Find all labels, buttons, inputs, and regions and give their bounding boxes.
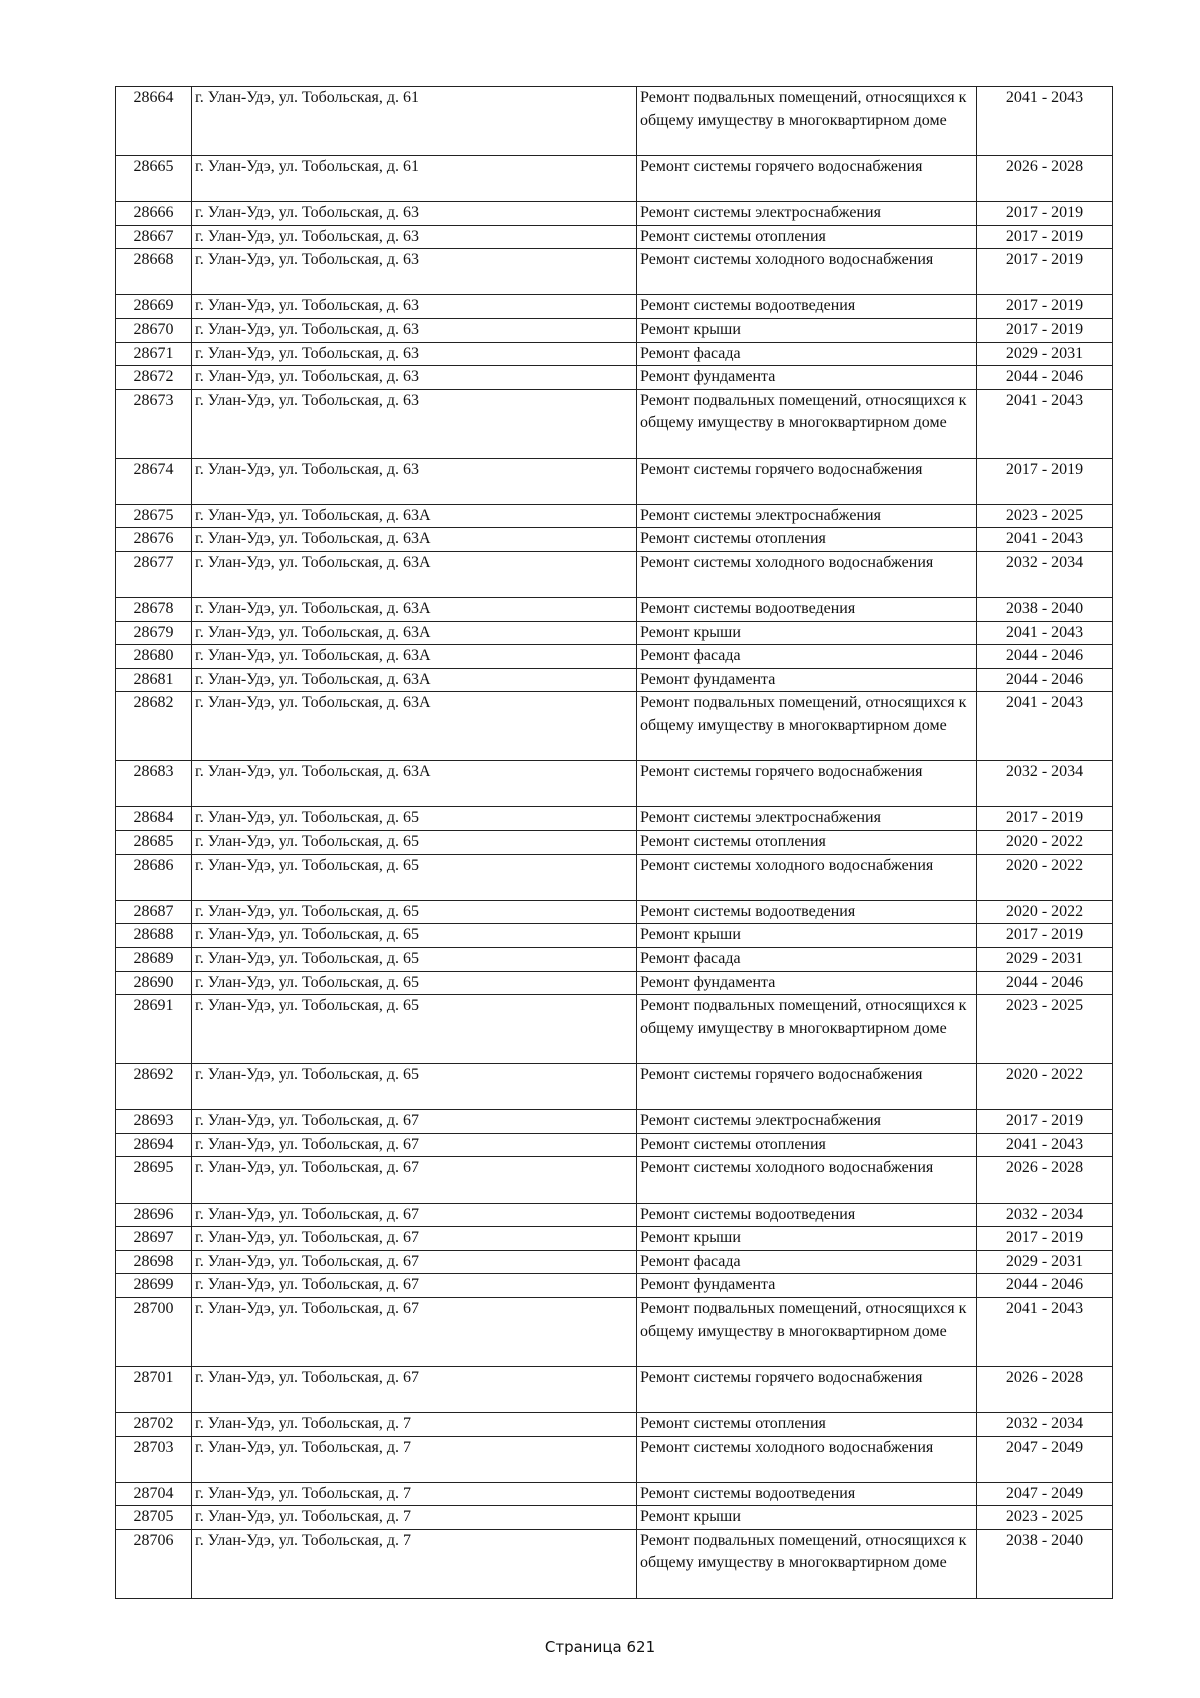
period-cell: 2047 - 2049 xyxy=(977,1482,1113,1506)
work-type-cell: Ремонт системы водоотведения xyxy=(637,1482,977,1506)
address-cell: г. Улан-Удэ, ул. Тобольская, д. 61 xyxy=(192,155,637,201)
work-type-cell: Ремонт подвальных помещений, относящихся к общему имуществу в многоквартирном доме xyxy=(637,1297,977,1366)
work-type-cell: Ремонт системы водоотведения xyxy=(637,900,977,924)
row-number-cell: 28678 xyxy=(116,598,192,622)
period-cell: 2020 - 2022 xyxy=(977,831,1113,855)
row-number-cell: 28689 xyxy=(116,948,192,972)
table-row xyxy=(116,1133,1113,1157)
work-type-cell: Ремонт фасада xyxy=(637,1250,977,1274)
period-cell: 2017 - 2019 xyxy=(977,318,1113,342)
address-cell: г. Улан-Удэ, ул. Тобольская, д. 63 xyxy=(192,225,637,249)
table-row xyxy=(116,1482,1113,1506)
period-cell: 2020 - 2022 xyxy=(977,900,1113,924)
row-number-cell: 28688 xyxy=(116,924,192,948)
row-number-cell: 28706 xyxy=(116,1529,192,1598)
row-number-cell: 28697 xyxy=(116,1227,192,1251)
period-cell: 2044 - 2046 xyxy=(977,645,1113,669)
table-row xyxy=(116,948,1113,972)
table-row xyxy=(116,1110,1113,1134)
period-cell: 2029 - 2031 xyxy=(977,342,1113,366)
period-cell: 2020 - 2022 xyxy=(977,854,1113,900)
row-number-cell: 28693 xyxy=(116,1110,192,1134)
period-cell: 2017 - 2019 xyxy=(977,1110,1113,1134)
address-cell: г. Улан-Удэ, ул. Тобольская, д. 67 xyxy=(192,1250,637,1274)
period-cell: 2032 - 2034 xyxy=(977,551,1113,597)
address-cell: г. Улан-Удэ, ул. Тобольская, д. 63 xyxy=(192,458,637,504)
work-type-cell: Ремонт системы отопления xyxy=(637,528,977,552)
work-type-cell: Ремонт крыши xyxy=(637,1506,977,1530)
work-type-cell: Ремонт системы холодного водоснабжения xyxy=(637,551,977,597)
period-cell: 2041 - 2043 xyxy=(977,621,1113,645)
period-cell: 2047 - 2049 xyxy=(977,1436,1113,1482)
work-type-cell: Ремонт системы электроснабжения xyxy=(637,201,977,225)
address-cell: г. Улан-Удэ, ул. Тобольская, д. 65 xyxy=(192,995,637,1064)
row-number-cell: 28667 xyxy=(116,225,192,249)
work-type-cell: Ремонт фундамента xyxy=(637,1274,977,1298)
period-cell: 2038 - 2040 xyxy=(977,1529,1113,1598)
table-row xyxy=(116,621,1113,645)
work-type-cell: Ремонт системы холодного водоснабжения xyxy=(637,249,977,295)
row-number-cell: 28665 xyxy=(116,155,192,201)
period-cell: 2026 - 2028 xyxy=(977,1157,1113,1203)
table-row xyxy=(116,318,1113,342)
row-number-cell: 28691 xyxy=(116,995,192,1064)
table-row xyxy=(116,692,1113,761)
row-number-cell: 28675 xyxy=(116,504,192,528)
work-type-cell: Ремонт системы электроснабжения xyxy=(637,504,977,528)
table-row xyxy=(116,807,1113,831)
address-cell: г. Улан-Удэ, ул. Тобольская, д. 7 xyxy=(192,1412,637,1436)
work-type-cell: Ремонт системы отопления xyxy=(637,225,977,249)
address-cell: г. Улан-Удэ, ул. Тобольская, д. 65 xyxy=(192,900,637,924)
table-row xyxy=(116,668,1113,692)
table-row xyxy=(116,1227,1113,1251)
work-type-cell: Ремонт фасада xyxy=(637,342,977,366)
table-row xyxy=(116,1366,1113,1412)
table-row xyxy=(116,924,1113,948)
work-type-cell: Ремонт фундамента xyxy=(637,668,977,692)
table-row xyxy=(116,1529,1113,1598)
table-row xyxy=(116,995,1113,1064)
period-cell: 2044 - 2046 xyxy=(977,366,1113,390)
row-number-cell: 28698 xyxy=(116,1250,192,1274)
address-cell: г. Улан-Удэ, ул. Тобольская, д. 61 xyxy=(192,87,637,156)
address-cell: г. Улан-Удэ, ул. Тобольская, д. 65 xyxy=(192,831,637,855)
period-cell: 2044 - 2046 xyxy=(977,1274,1113,1298)
table-row xyxy=(116,528,1113,552)
work-type-cell: Ремонт системы горячего водоснабжения xyxy=(637,458,977,504)
work-type-cell: Ремонт крыши xyxy=(637,318,977,342)
row-number-cell: 28685 xyxy=(116,831,192,855)
address-cell: г. Улан-Удэ, ул. Тобольская, д. 63 xyxy=(192,342,637,366)
address-cell: г. Улан-Удэ, ул. Тобольская, д. 63А xyxy=(192,621,637,645)
address-cell: г. Улан-Удэ, ул. Тобольская, д. 63 xyxy=(192,295,637,319)
address-cell: г. Улан-Удэ, ул. Тобольская, д. 7 xyxy=(192,1436,637,1482)
work-type-cell: Ремонт системы электроснабжения xyxy=(637,1110,977,1134)
row-number-cell: 28694 xyxy=(116,1133,192,1157)
table-row xyxy=(116,854,1113,900)
table-row xyxy=(116,366,1113,390)
address-cell: г. Улан-Удэ, ул. Тобольская, д. 67 xyxy=(192,1157,637,1203)
table-row xyxy=(116,389,1113,458)
row-number-cell: 28699 xyxy=(116,1274,192,1298)
row-number-cell: 28692 xyxy=(116,1064,192,1110)
period-cell: 2041 - 2043 xyxy=(977,692,1113,761)
address-cell: г. Улан-Удэ, ул. Тобольская, д. 65 xyxy=(192,807,637,831)
period-cell: 2017 - 2019 xyxy=(977,458,1113,504)
address-cell: г. Улан-Удэ, ул. Тобольская, д. 65 xyxy=(192,1064,637,1110)
table-row xyxy=(116,1506,1113,1530)
table-body xyxy=(116,87,1113,1599)
period-cell: 2032 - 2034 xyxy=(977,1203,1113,1227)
address-cell: г. Улан-Удэ, ул. Тобольская, д. 63А xyxy=(192,668,637,692)
work-type-cell: Ремонт системы холодного водоснабжения xyxy=(637,1436,977,1482)
address-cell: г. Улан-Удэ, ул. Тобольская, д. 65 xyxy=(192,924,637,948)
address-cell: г. Улан-Удэ, ул. Тобольская, д. 67 xyxy=(192,1274,637,1298)
period-cell: 2023 - 2025 xyxy=(977,995,1113,1064)
period-cell: 2017 - 2019 xyxy=(977,201,1113,225)
row-number-cell: 28702 xyxy=(116,1412,192,1436)
address-cell: г. Улан-Удэ, ул. Тобольская, д. 67 xyxy=(192,1227,637,1251)
period-cell: 2029 - 2031 xyxy=(977,1250,1113,1274)
work-type-cell: Ремонт подвальных помещений, относящихся к общему имуществу в многоквартирном доме xyxy=(637,87,977,156)
address-cell: г. Улан-Удэ, ул. Тобольская, д. 63 xyxy=(192,249,637,295)
row-number-cell: 28700 xyxy=(116,1297,192,1366)
work-type-cell: Ремонт системы водоотведения xyxy=(637,1203,977,1227)
period-cell: 2017 - 2019 xyxy=(977,249,1113,295)
table-row xyxy=(116,342,1113,366)
row-number-cell: 28703 xyxy=(116,1436,192,1482)
work-type-cell: Ремонт фасада xyxy=(637,645,977,669)
period-cell: 2041 - 2043 xyxy=(977,1297,1113,1366)
period-cell: 2038 - 2040 xyxy=(977,598,1113,622)
address-cell: г. Улан-Удэ, ул. Тобольская, д. 67 xyxy=(192,1133,637,1157)
work-type-cell: Ремонт фасада xyxy=(637,948,977,972)
period-cell: 2020 - 2022 xyxy=(977,1064,1113,1110)
work-type-cell: Ремонт подвальных помещений, относящихся к общему имуществу в многоквартирном доме xyxy=(637,389,977,458)
page-number: Страница 621 xyxy=(544,1638,656,1656)
period-cell: 2017 - 2019 xyxy=(977,295,1113,319)
table-row xyxy=(116,551,1113,597)
row-number-cell: 28671 xyxy=(116,342,192,366)
address-cell: г. Улан-Удэ, ул. Тобольская, д. 67 xyxy=(192,1366,637,1412)
row-number-cell: 28690 xyxy=(116,971,192,995)
period-cell: 2026 - 2028 xyxy=(977,155,1113,201)
table-row xyxy=(116,458,1113,504)
address-cell: г. Улан-Удэ, ул. Тобольская, д. 63 xyxy=(192,318,637,342)
table-row xyxy=(116,249,1113,295)
work-type-cell: Ремонт системы горячего водоснабжения xyxy=(637,1064,977,1110)
table-row xyxy=(116,831,1113,855)
work-type-cell: Ремонт системы отопления xyxy=(637,831,977,855)
period-cell: 2029 - 2031 xyxy=(977,948,1113,972)
address-cell: г. Улан-Удэ, ул. Тобольская, д. 63 xyxy=(192,366,637,390)
period-cell: 2023 - 2025 xyxy=(977,1506,1113,1530)
period-cell: 2017 - 2019 xyxy=(977,924,1113,948)
work-type-cell: Ремонт системы электроснабжения xyxy=(637,807,977,831)
table-row xyxy=(116,645,1113,669)
table-row xyxy=(116,225,1113,249)
work-type-cell: Ремонт системы холодного водоснабжения xyxy=(637,854,977,900)
row-number-cell: 28674 xyxy=(116,458,192,504)
row-number-cell: 28682 xyxy=(116,692,192,761)
table-row xyxy=(116,155,1113,201)
table-row xyxy=(116,900,1113,924)
row-number-cell: 28672 xyxy=(116,366,192,390)
address-cell: г. Улан-Удэ, ул. Тобольская, д. 7 xyxy=(192,1506,637,1530)
address-cell: г. Улан-Удэ, ул. Тобольская, д. 67 xyxy=(192,1297,637,1366)
address-cell: г. Улан-Удэ, ул. Тобольская, д. 63А xyxy=(192,528,637,552)
work-type-cell: Ремонт крыши xyxy=(637,621,977,645)
address-cell: г. Улан-Удэ, ул. Тобольская, д. 63 xyxy=(192,389,637,458)
work-type-cell: Ремонт системы горячего водоснабжения xyxy=(637,1366,977,1412)
row-number-cell: 28687 xyxy=(116,900,192,924)
table-row xyxy=(116,598,1113,622)
row-number-cell: 28684 xyxy=(116,807,192,831)
table-row xyxy=(116,1157,1113,1203)
row-number-cell: 28704 xyxy=(116,1482,192,1506)
address-cell: г. Улан-Удэ, ул. Тобольская, д. 63А xyxy=(192,692,637,761)
table-row xyxy=(116,1274,1113,1298)
row-number-cell: 28676 xyxy=(116,528,192,552)
address-cell: г. Улан-Удэ, ул. Тобольская, д. 65 xyxy=(192,971,637,995)
address-cell: г. Улан-Удэ, ул. Тобольская, д. 63А xyxy=(192,598,637,622)
table-row xyxy=(116,504,1113,528)
row-number-cell: 28673 xyxy=(116,389,192,458)
work-type-cell: Ремонт подвальных помещений, относящихся к общему имуществу в многоквартирном доме xyxy=(637,995,977,1064)
period-cell: 2032 - 2034 xyxy=(977,761,1113,807)
address-cell: г. Улан-Удэ, ул. Тобольская, д. 63А xyxy=(192,551,637,597)
work-type-cell: Ремонт подвальных помещений, относящихся к общему имуществу в многоквартирном доме xyxy=(637,1529,977,1598)
table-row xyxy=(116,87,1113,156)
address-cell: г. Улан-Удэ, ул. Тобольская, д. 7 xyxy=(192,1529,637,1598)
work-type-cell: Ремонт системы водоотведения xyxy=(637,598,977,622)
period-cell: 2044 - 2046 xyxy=(977,668,1113,692)
period-cell: 2041 - 2043 xyxy=(977,87,1113,156)
work-type-cell: Ремонт подвальных помещений, относящихся к общему имуществу в многоквартирном доме xyxy=(637,692,977,761)
row-number-cell: 28681 xyxy=(116,668,192,692)
period-cell: 2041 - 2043 xyxy=(977,389,1113,458)
row-number-cell: 28696 xyxy=(116,1203,192,1227)
work-type-cell: Ремонт крыши xyxy=(637,1227,977,1251)
address-cell: г. Улан-Удэ, ул. Тобольская, д. 63 xyxy=(192,201,637,225)
row-number-cell: 28695 xyxy=(116,1157,192,1203)
period-cell: 2017 - 2019 xyxy=(977,225,1113,249)
row-number-cell: 28666 xyxy=(116,201,192,225)
table-row xyxy=(116,1203,1113,1227)
table-row xyxy=(116,1064,1113,1110)
table-row xyxy=(116,201,1113,225)
row-number-cell: 28701 xyxy=(116,1366,192,1412)
work-type-cell: Ремонт системы отопления xyxy=(637,1412,977,1436)
table-row xyxy=(116,971,1113,995)
address-cell: г. Улан-Удэ, ул. Тобольская, д. 67 xyxy=(192,1110,637,1134)
period-cell: 2017 - 2019 xyxy=(977,807,1113,831)
period-cell: 2026 - 2028 xyxy=(977,1366,1113,1412)
address-cell: г. Улан-Удэ, ул. Тобольская, д. 67 xyxy=(192,1203,637,1227)
address-cell: г. Улан-Удэ, ул. Тобольская, д. 65 xyxy=(192,854,637,900)
table-row xyxy=(116,1412,1113,1436)
table-row xyxy=(116,761,1113,807)
address-cell: г. Улан-Удэ, ул. Тобольская, д. 63А xyxy=(192,761,637,807)
address-cell: г. Улан-Удэ, ул. Тобольская, д. 7 xyxy=(192,1482,637,1506)
table-row xyxy=(116,295,1113,319)
row-number-cell: 28683 xyxy=(116,761,192,807)
work-type-cell: Ремонт фундамента xyxy=(637,971,977,995)
work-type-cell: Ремонт системы холодного водоснабжения xyxy=(637,1157,977,1203)
work-type-cell: Ремонт системы водоотведения xyxy=(637,295,977,319)
period-cell: 2023 - 2025 xyxy=(977,504,1113,528)
period-cell: 2032 - 2034 xyxy=(977,1412,1113,1436)
period-cell: 2017 - 2019 xyxy=(977,1227,1113,1251)
address-cell: г. Улан-Удэ, ул. Тобольская, д. 65 xyxy=(192,948,637,972)
period-cell: 2044 - 2046 xyxy=(977,971,1113,995)
row-number-cell: 28669 xyxy=(116,295,192,319)
row-number-cell: 28677 xyxy=(116,551,192,597)
row-number-cell: 28670 xyxy=(116,318,192,342)
document-page xyxy=(115,86,1113,1599)
row-number-cell: 28705 xyxy=(116,1506,192,1530)
table-row xyxy=(116,1436,1113,1482)
address-cell: г. Улан-Удэ, ул. Тобольская, д. 63А xyxy=(192,645,637,669)
period-cell: 2041 - 2043 xyxy=(977,1133,1113,1157)
row-number-cell: 28668 xyxy=(116,249,192,295)
table-row xyxy=(116,1297,1113,1366)
row-number-cell: 28680 xyxy=(116,645,192,669)
work-type-cell: Ремонт крыши xyxy=(637,924,977,948)
row-number-cell: 28686 xyxy=(116,854,192,900)
work-type-cell: Ремонт системы отопления xyxy=(637,1133,977,1157)
address-cell: г. Улан-Удэ, ул. Тобольская, д. 63А xyxy=(192,504,637,528)
table-row xyxy=(116,1250,1113,1274)
repair-schedule-table xyxy=(115,86,1113,1599)
work-type-cell: Ремонт фундамента xyxy=(637,366,977,390)
work-type-cell: Ремонт системы горячего водоснабжения xyxy=(637,761,977,807)
row-number-cell: 28679 xyxy=(116,621,192,645)
row-number-cell: 28664 xyxy=(116,87,192,156)
period-cell: 2041 - 2043 xyxy=(977,528,1113,552)
work-type-cell: Ремонт системы горячего водоснабжения xyxy=(637,155,977,201)
